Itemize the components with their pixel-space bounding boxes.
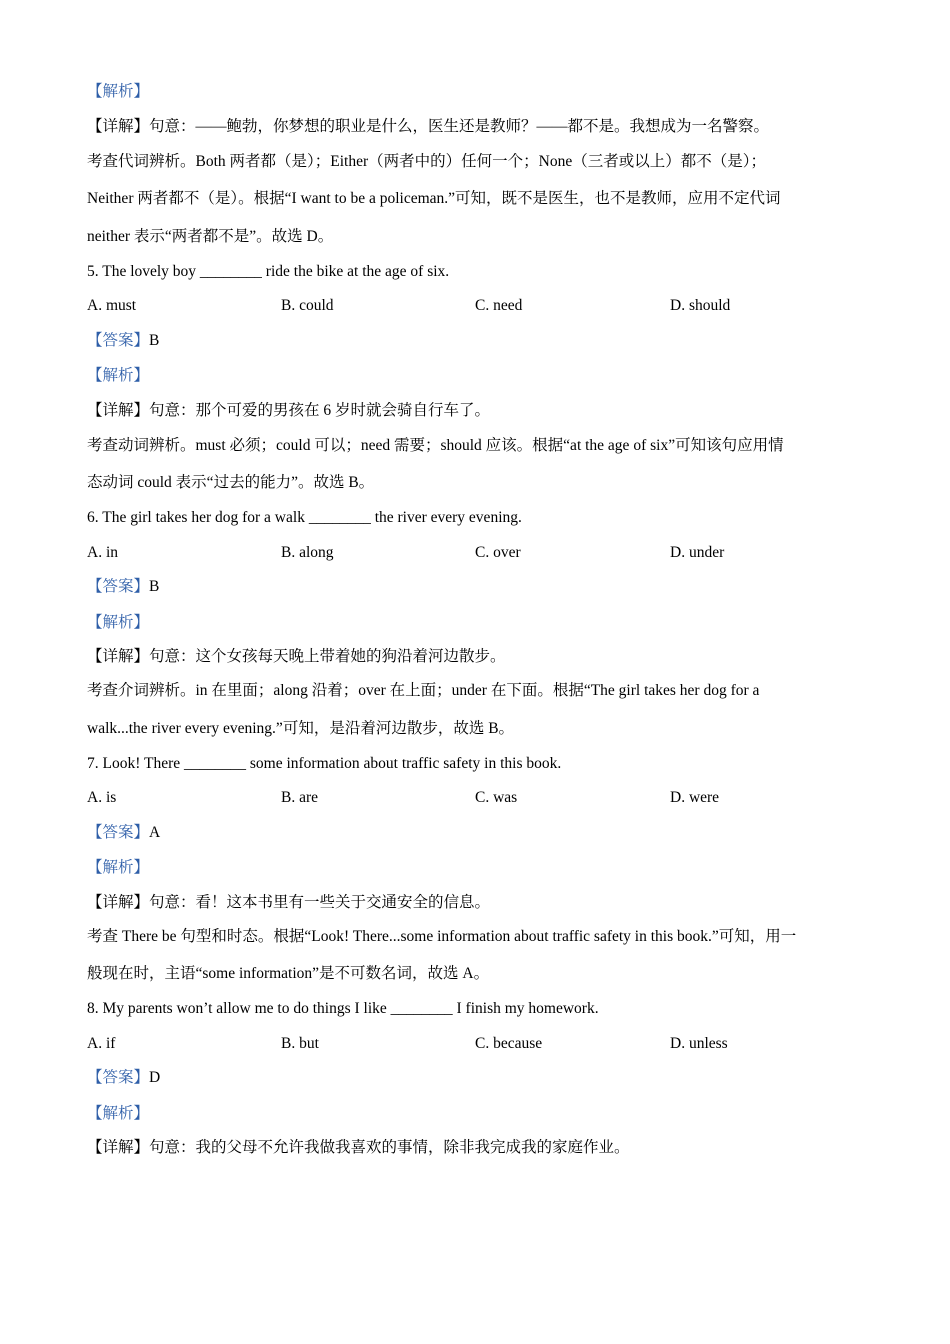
answer-value: A	[149, 824, 161, 841]
question-6-stem: 6. The girl takes her dog for a walk ________ the river every evening.	[87, 509, 522, 526]
option-c: C. need	[475, 297, 523, 314]
detail-label: 【详解】	[87, 894, 150, 911]
answer-label: 【答案】	[87, 824, 150, 841]
question-7-explanation-line: 般现在时，主语“some information”是不可数名词，故选 A。	[87, 965, 490, 982]
q4-detail	[87, 117, 769, 137]
option-a: A. if	[87, 1035, 116, 1052]
option-c: C. because	[475, 1035, 543, 1052]
option-b: B. along	[281, 544, 334, 561]
question-7-stem: 7. Look! There ________ some information about traffic safety in this book.	[87, 755, 562, 772]
detail-text: 句意：——鲍勃，你梦想的职业是什么，医生还是教师？——都不是。我想成为一名警察。	[149, 118, 770, 135]
answer-label: 【答案】	[87, 332, 150, 349]
question-5-stem: 5. The lovely boy ________ ride the bike at the age of six.	[87, 263, 450, 280]
option-d: D. should	[670, 297, 731, 314]
detail-label: 【详解】	[87, 118, 150, 135]
question-6-analysis-tag	[87, 613, 149, 633]
question-8-detail	[87, 1138, 630, 1158]
detail-label: 【详解】	[87, 648, 150, 665]
detail-text: 句意：看！这本书里有一些关于交通安全的信息。	[149, 894, 491, 911]
option-d: D. unless	[670, 1035, 728, 1052]
question-5-answer	[87, 331, 159, 351]
answer-value: B	[149, 578, 160, 595]
question-5-explanation-line: 考查动词辨析。must 必须；could 可以；need 需要；should 应该。根据“at the age of six”可知该句应用情	[87, 437, 784, 454]
analysis-label: 【解析】	[87, 83, 150, 100]
question-7-detail	[87, 893, 490, 913]
q4-analysis-tag	[87, 82, 149, 102]
question-8-stem: 8. My parents won’t allow me to do things I like ________ I finish my homework.	[87, 1000, 599, 1017]
q4-explanation-line: Neither 两者都不（是）。根据“I want to be a policeman.”可知，既不是医生，也不是教师，应用不定代词	[87, 190, 781, 207]
analysis-label: 【解析】	[87, 1105, 150, 1122]
question-5-detail	[87, 401, 490, 421]
option-c: C. over	[475, 544, 521, 561]
detail-text: 句意：我的父母不允许我做我喜欢的事情，除非我完成我的家庭作业。	[149, 1139, 630, 1156]
detail-label: 【详解】	[87, 402, 150, 419]
question-7-analysis-tag	[87, 858, 149, 878]
answer-label: 【答案】	[87, 1069, 150, 1086]
option-b: B. could	[281, 297, 334, 314]
q4-explanation-line: 考查代词辨析。Both 两者都（是）；Either（两者中的）任何一个；None（三者或以上）都不（是）；	[87, 153, 766, 170]
answer-label: 【答案】	[87, 578, 150, 595]
question-6-answer	[87, 577, 159, 597]
option-a: A. in	[87, 544, 118, 561]
option-a: A. is	[87, 789, 117, 806]
option-c: C. was	[475, 789, 518, 806]
option-a: A. must	[87, 297, 137, 314]
detail-text: 句意：这个女孩每天晚上带着她的狗沿着河边散步。	[149, 648, 506, 665]
question-6-explanation-line: walk...the river every evening.”可知，是沿着河边散步，故选 B。	[87, 720, 515, 737]
option-d: D. under	[670, 544, 725, 561]
question-8-analysis-tag	[87, 1104, 149, 1124]
question-6-explanation-line: 考查介词辨析。in 在里面；along 沿着；over 在上面；under 在下面。根据“The girl takes her dog for a	[87, 682, 760, 699]
option-b: B. are	[281, 789, 319, 806]
option-b: B. but	[281, 1035, 319, 1052]
q4-explanation-line: neither 表示“两者都不是”。故选 D。	[87, 228, 334, 245]
question-5-explanation-line: 态动词 could 表示“过去的能力”。故选 B。	[87, 474, 375, 491]
analysis-label: 【解析】	[87, 859, 150, 876]
answer-value: B	[149, 332, 160, 349]
analysis-label: 【解析】	[87, 614, 150, 631]
question-8-answer	[87, 1068, 160, 1088]
question-6-detail	[87, 647, 506, 667]
detail-label: 【详解】	[87, 1139, 150, 1156]
question-5-analysis-tag	[87, 366, 149, 386]
question-7-answer	[87, 823, 160, 843]
option-d: D. were	[670, 789, 720, 806]
detail-text: 句意：那个可爱的男孩在 6 岁时就会骑自行车了。	[149, 402, 491, 419]
question-7-explanation-line: 考查 There be 句型和时态。根据“Look! There...some information about traffic safety in this book.”可知，用一	[87, 928, 797, 945]
answer-value: D	[149, 1069, 161, 1086]
analysis-label: 【解析】	[87, 367, 150, 384]
